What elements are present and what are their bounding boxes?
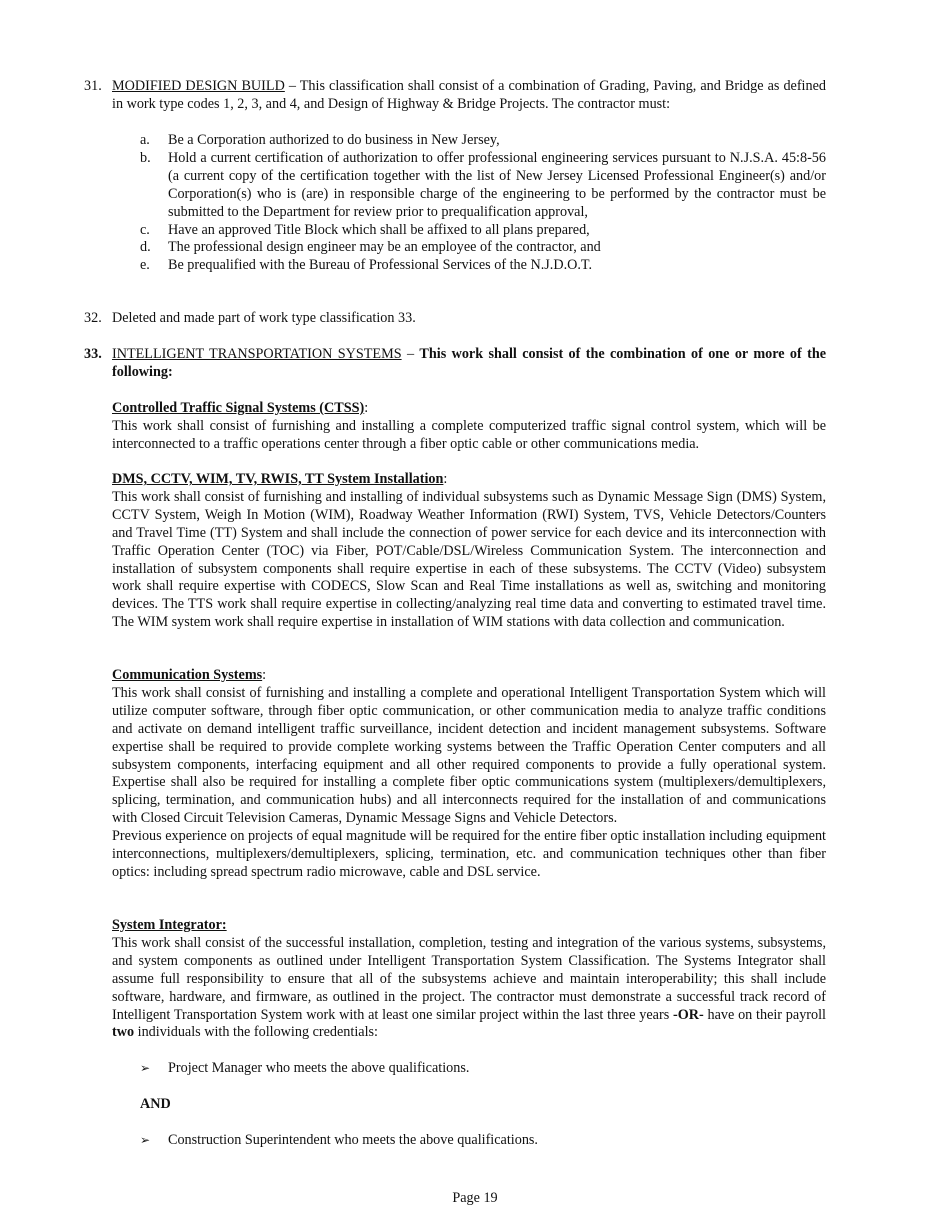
sublist-text: The professional design engineer may be an employee of the contractor, and bbox=[168, 239, 601, 256]
section-text: This work shall consist of furnishing and installing a complete and operational Intelligent Transportation System which will utilize computer software, through fiber optic communication, or other communication media to analyze traffic conditions and activate on demand intelligent traffic surveillance, incident detection and incident management subsystems. Software expertise shall be required to provide complete working systems between the Traffic Operation Center computers and all subsystem components, interfacing equipment and all other required components to provide a fully operational system. Expertise shall also be required for installing a complete fiber optic communications system (multiplexers/demultiplexers, splicing, termination, and communication hubs) and all interconnects required for the installation of and communications with Closed Circuit Television Cameras, Dynamic Message Signs and Vehicle Detectors. bbox=[112, 684, 826, 827]
sublist-item-c bbox=[140, 222, 826, 240]
section-text-2: Previous experience on projects of equal magnitude will be required for the entire fiber optic installation including equipment interconnections, multiplexers/demultiplexers, splicing, termination, etc. and communication techniques other than fiber optics: including spread spectrum radio microwave, cable and DSL service. bbox=[112, 828, 826, 880]
item-31-heading: MODIFIED DESIGN BUILD bbox=[112, 78, 285, 94]
section-heading: System Integrator: bbox=[112, 917, 227, 933]
heading-colon: : bbox=[364, 400, 369, 416]
section-dms bbox=[112, 471, 826, 632]
item-32 bbox=[84, 310, 826, 328]
item-number: 32. bbox=[84, 310, 102, 326]
item-33-bold-text: This work shall consist of the combination of one or more of the following: bbox=[112, 346, 827, 380]
item-33-heading: INTELLIGENT TRANSPORTATION SYSTEMS bbox=[112, 346, 402, 362]
item-number: 33. bbox=[84, 346, 102, 362]
heading-colon: : bbox=[443, 471, 448, 487]
section-heading: DMS, CCTV, WIM, TV, RWIS, TT System Installation bbox=[112, 471, 444, 487]
item-31-paragraph bbox=[112, 78, 826, 114]
sublist-text: Hold a current certification of authorization to offer professional engineering services pursuant to N.J.S.A. 45:8-56 (a current copy of the certification together with the list of New Jersey Licensed Professional Engineer(s) and/or Corporation(s) who is (are) in responsible charge of the engineering to be performed by the contractor must be submitted to the Department for review prior to prequalification approval, bbox=[168, 149, 826, 220]
or-emphasis: -OR- bbox=[673, 1006, 704, 1023]
sublist-item-a bbox=[140, 132, 826, 150]
sublist-text: Be a Corporation authorized to do business in New Jersey, bbox=[168, 132, 500, 148]
sublist-letter: c. bbox=[140, 221, 150, 238]
page-number: Page 19 bbox=[452, 1190, 498, 1206]
section-text: This work shall consist of furnishing and installing of individual subsystems such as Dynamic Message Sign (DMS) System, CCTV System, Weigh In Motion (WIM), Roadway Weather Information (RWI) System, TVS, Vehicle Detectors/Counters and Travel Time (TT) System and shall include the connection of power service for each device and its interconnection with Traffic Operation Center (TOC) via Fiber, POT/Cable/DSL/Wireless Communication System. The interconnection and installation of subsystem components shall require expertise in each of these subsystems. The CCTV (Video) subsystem work shall require expertise with CODECS, Slow Scan and Real Time installations as well as, switching and monitoring devices. The TTS work shall require expertise in collecting/analyzing real time data and converting to estimated travel time. The WIM system work shall require expertise in installation of WIM stations with data collection and communication. bbox=[112, 488, 826, 631]
section-system-integrator bbox=[112, 917, 826, 1042]
sublist-text: Be prequalified with the Bureau of Professional Services of the N.J.D.O.T. bbox=[168, 257, 593, 274]
item-31-sublist bbox=[140, 132, 826, 275]
item-31-text: – This classification shall consist of a combination of Grading, Paving, and Bridge as defined in work type codes 1, 2, 3, and 4, and Design of Highway & Bridge Projects. The contractor must: bbox=[112, 78, 826, 112]
sublist-text: Have an approved Title Block which shall be affixed to all plans prepared, bbox=[168, 221, 590, 238]
section-text: This work shall consist of furnishing and installing a complete computerized traffic signal control system, which will be interconnected to a traffic operations center through a fiber optic cable or other communications media. bbox=[112, 417, 826, 452]
item-31 bbox=[84, 78, 826, 114]
and-label: AND bbox=[140, 1096, 171, 1112]
item-32-text: Deleted and made part of work type classification 33. bbox=[112, 310, 416, 326]
sublist-item-e bbox=[140, 257, 826, 275]
section-text bbox=[112, 935, 826, 1042]
arrowhead-bullet-icon: ➢ bbox=[140, 1133, 151, 1147]
sublist-item-d bbox=[140, 239, 826, 257]
section-communication bbox=[112, 667, 826, 882]
text-part: This work shall consist of the successful installation, completion, testing and integration of the various systems, subsystems, and system components as outlined under Intelligent Transportation System Classification. The Systems Integrator shall assume full responsibility to ensure that all of the subsystems achieve and maintain interoperability; this shall include software, hardware, and firmware, as outlined in the project. The contractor must demonstrate a successful track record of Intelligent Transportation System work with at least one similar project within the last three years bbox=[112, 934, 826, 1023]
bullet-text: Project Manager who meets the above qualifications. bbox=[168, 1060, 470, 1076]
text-part: have on their payroll bbox=[703, 1006, 826, 1023]
arrowhead-bullet-icon: ➢ bbox=[140, 1061, 151, 1075]
section-heading: Controlled Traffic Signal Systems (CTSS) bbox=[112, 400, 365, 416]
sublist-letter: b. bbox=[140, 149, 151, 166]
item-33 bbox=[84, 346, 826, 382]
sublist-letter: a. bbox=[140, 132, 150, 148]
item-33-dash: – bbox=[401, 346, 420, 362]
sublist-letter: d. bbox=[140, 239, 151, 256]
bullet-item bbox=[140, 1060, 848, 1078]
item-number: 31. bbox=[84, 78, 102, 94]
sublist-letter: e. bbox=[140, 257, 150, 274]
section-heading: Communication Systems bbox=[112, 667, 263, 683]
sublist-item-b bbox=[140, 150, 826, 222]
bullet-text: Construction Superintendent who meets the above qualifications. bbox=[168, 1132, 538, 1148]
bullet-item bbox=[140, 1132, 848, 1150]
heading-colon: : bbox=[262, 667, 267, 683]
text-part: individuals with the following credentials: bbox=[134, 1024, 378, 1041]
section-ctss bbox=[112, 400, 826, 454]
two-emphasis: two bbox=[112, 1024, 135, 1041]
item-33-paragraph bbox=[112, 346, 826, 382]
